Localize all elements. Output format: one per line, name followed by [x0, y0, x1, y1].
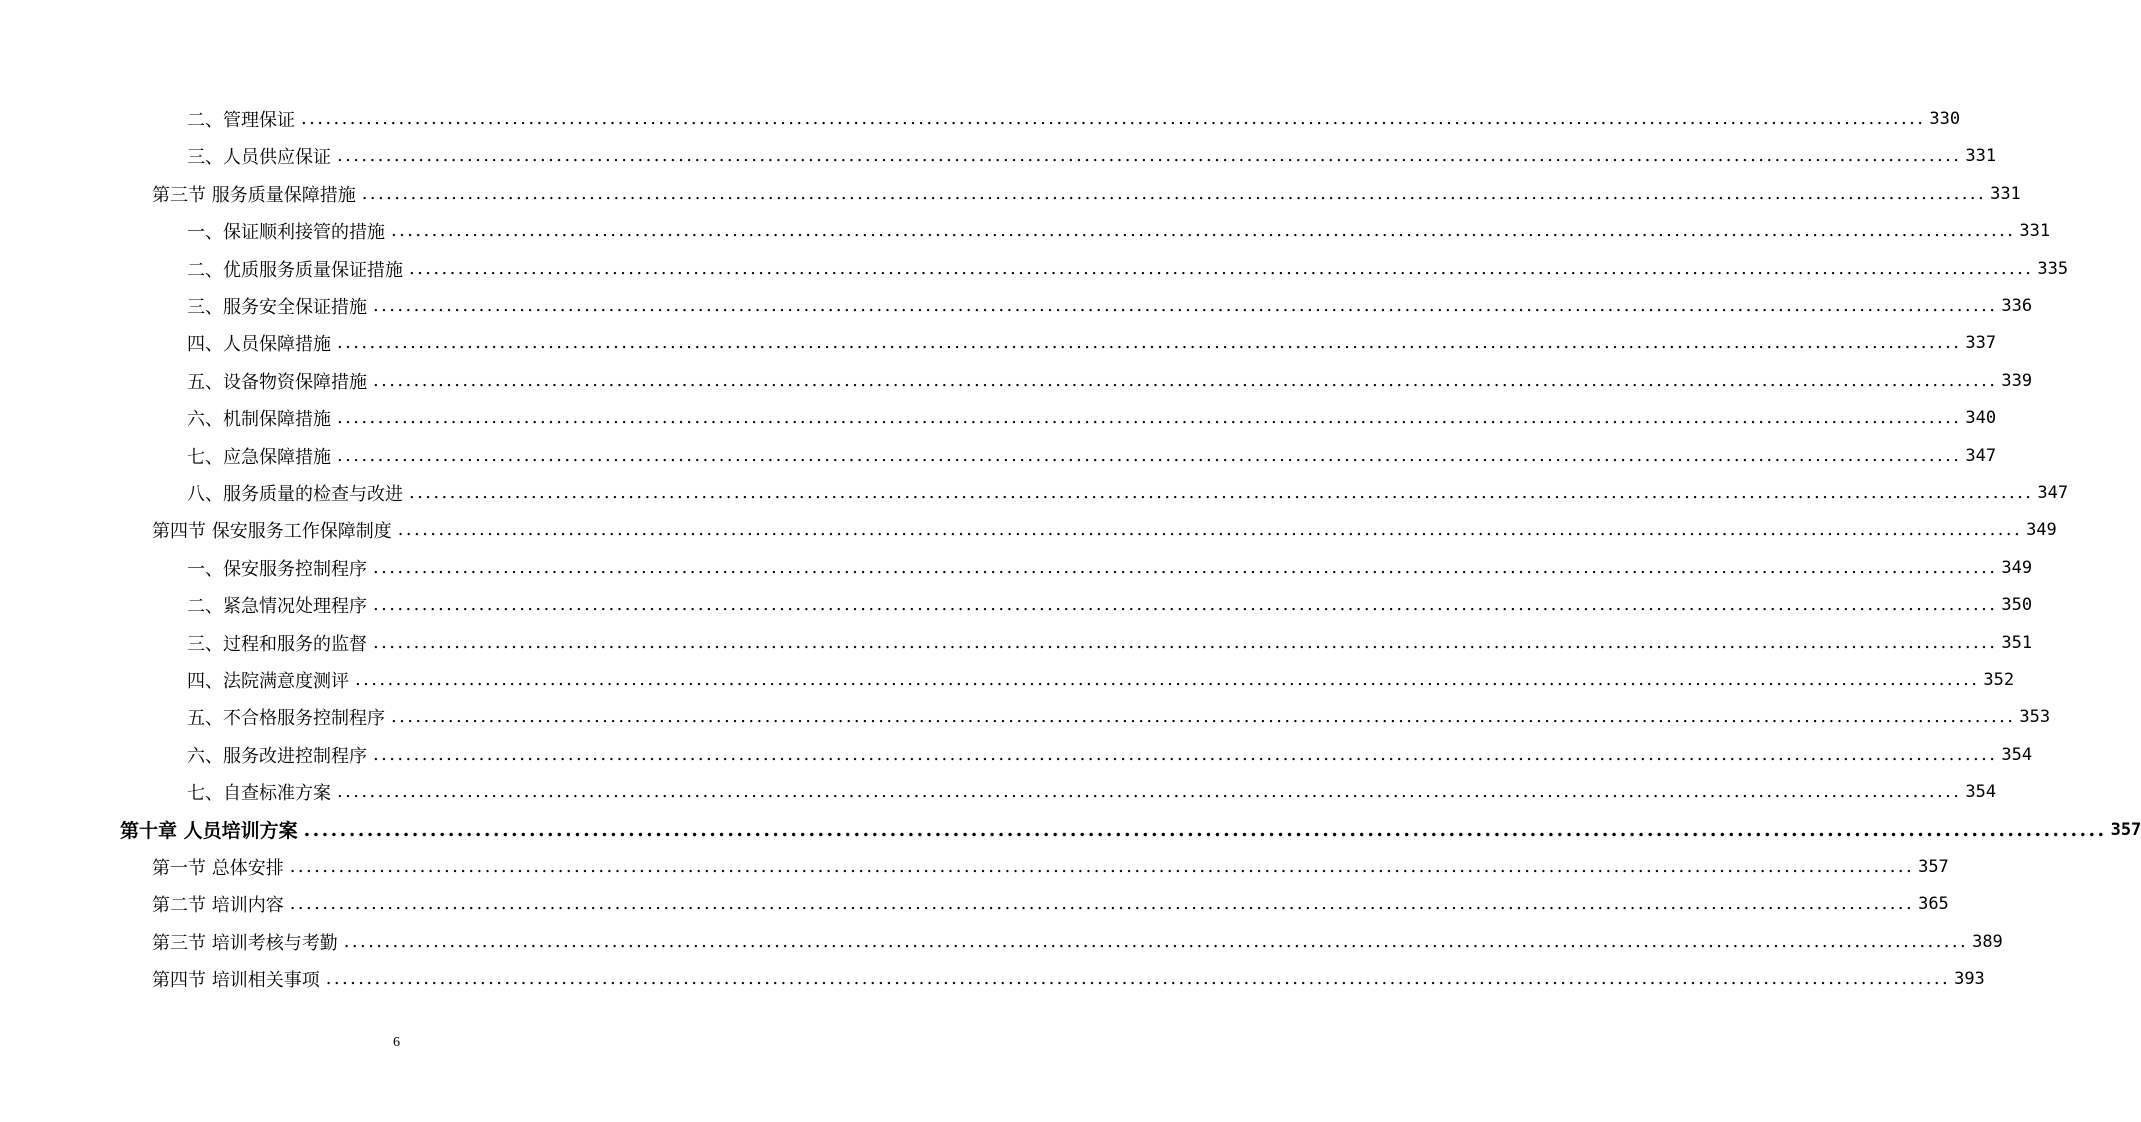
toc-leader-dots: ........................................................................................................................................................................................................ — [361, 183, 1987, 204]
toc-entry-page-number: 350 — [2001, 594, 2033, 615]
toc-leader-dots: ........................................................................................................................................................................................................ — [343, 931, 1969, 952]
toc-entry-page-number: 347 — [1965, 445, 1997, 466]
toc-leader-dots: ........................................................................................................................................................................................................ — [337, 407, 1962, 428]
toc-entry-label: 六、服务改进控制程序 — [187, 745, 367, 767]
toc-leader-dots: ........................................................................................................................................................................................................ — [303, 818, 2107, 841]
toc-entry-label: 六、机制保障措施 — [187, 408, 331, 430]
toc-entry-page-number: 331 — [1990, 183, 2021, 204]
toc-leader-dots: ........................................................................................................................................................................................................ — [391, 706, 2016, 727]
toc-leader-dots: ........................................................................................................................................................................................................ — [391, 220, 2016, 241]
toc-entry-page-number: 389 — [1972, 931, 2003, 952]
toc-entry-page-number: 335 — [2037, 258, 2069, 279]
toc-leader-dots: ........................................................................................................................................................................................................ — [373, 295, 1998, 316]
toc-entry-page-number: 339 — [2001, 370, 2033, 391]
toc-entry-page-number: 354 — [1965, 781, 1997, 802]
toc-entry-page-number: 365 — [1918, 893, 1949, 914]
toc-entry — [187, 437, 1997, 474]
toc-entry-label: 四、人员保障措施 — [187, 333, 331, 355]
toc-entry-page-number: 349 — [2026, 519, 2057, 540]
toc-entry — [187, 100, 1961, 137]
toc-entry-label: 五、不合格服务控制程序 — [187, 707, 385, 729]
toc-entry — [152, 511, 2057, 548]
toc-leader-dots: ........................................................................................................................................................................................................ — [409, 258, 2034, 279]
toc-entry-label: 一、保证顺利接管的措施 — [187, 221, 385, 243]
toc-entry — [152, 848, 1949, 885]
toc-leader-dots: ........................................................................................................................................................................................................ — [337, 445, 1962, 466]
toc-entry-label: 三、服务安全保证措施 — [187, 296, 367, 318]
toc-entry — [187, 474, 2069, 511]
toc-entry-label: 二、管理保证 — [187, 109, 295, 131]
toc-entry-label: 二、优质服务质量保证措施 — [187, 259, 403, 281]
toc-leader-dots: ........................................................................................................................................................................................................ — [289, 893, 1915, 914]
toc-entry — [152, 885, 1949, 922]
toc-entry-page-number: 330 — [1929, 108, 1961, 129]
toc-entry-label: 第一节 总体安排 — [152, 857, 284, 879]
toc-entry-label: 五、设备物资保障措施 — [187, 371, 367, 393]
toc-entry — [187, 399, 1997, 436]
toc-leader-dots: ........................................................................................................................................................................................................ — [373, 557, 1998, 578]
toc-entry — [187, 773, 1997, 810]
toc-entry-page-number: 357 — [1918, 856, 1949, 877]
toc-entry-label: 一、保安服务控制程序 — [187, 558, 367, 580]
toc-entry — [187, 736, 2033, 773]
toc-entry-page-number: 337 — [1965, 332, 1997, 353]
toc-entry — [152, 175, 2021, 212]
toc-leader-dots: ........................................................................................................................................................................................................ — [409, 482, 2034, 503]
toc-leader-dots: ........................................................................................................................................................................................................ — [373, 594, 1998, 615]
toc-entry — [152, 923, 2003, 960]
toc-entry-page-number: 353 — [2019, 706, 2051, 727]
toc-entry-page-number: 351 — [2001, 632, 2033, 653]
toc-entry-label: 三、过程和服务的监督 — [187, 633, 367, 655]
toc-entry-page-number: 352 — [1983, 669, 2015, 690]
toc-leader-dots: ........................................................................................................................................................................................................ — [373, 370, 1998, 391]
toc-entry-page-number: 347 — [2037, 482, 2069, 503]
toc-entry-label: 三、人员供应保证 — [187, 146, 331, 168]
toc-entry-page-number: 340 — [1965, 407, 1997, 428]
toc-leader-dots: ........................................................................................................................................................................................................ — [397, 519, 2023, 540]
toc-leader-dots: ........................................................................................................................................................................................................ — [337, 145, 1962, 166]
toc-entry — [187, 549, 2033, 586]
toc-entry — [187, 250, 2069, 287]
toc-entry — [152, 960, 1985, 997]
toc-entry-page-number: 393 — [1954, 968, 1985, 989]
toc-leader-dots: ........................................................................................................................................................................................................ — [373, 744, 1998, 765]
toc-entry-label: 第十章 人员培训方案 — [120, 820, 298, 842]
toc-entry-label: 四、法院满意度测评 — [187, 670, 349, 692]
toc-leader-dots: ........................................................................................................................................................................................................ — [355, 669, 1980, 690]
toc-entry — [187, 324, 1997, 361]
toc-entry — [187, 698, 2051, 735]
toc-entry-label: 第三节 服务质量保障措施 — [152, 184, 356, 206]
toc-leader-dots: ........................................................................................................................................................................................................ — [337, 332, 1962, 353]
toc-entry-label: 第三节 培训考核与考勤 — [152, 932, 338, 954]
toc-entry-label: 七、自查标准方案 — [187, 782, 331, 804]
toc-entry — [120, 811, 2141, 848]
toc-entry-label: 七、应急保障措施 — [187, 446, 331, 468]
toc-entry — [187, 624, 2033, 661]
toc-entry-page-number: 349 — [2001, 557, 2033, 578]
toc-entry — [187, 287, 2033, 324]
toc-leader-dots: ........................................................................................................................................................................................................ — [373, 632, 1998, 653]
toc-entry-page-number: 331 — [2019, 220, 2051, 241]
toc-entry — [187, 586, 2033, 623]
toc-entry — [187, 212, 2051, 249]
toc-entry — [187, 137, 1997, 174]
toc-entry-label: 第四节 保安服务工作保障制度 — [152, 520, 392, 542]
toc-leader-dots: ........................................................................................................................................................................................................ — [301, 108, 1926, 129]
toc-entry-page-number: 357 — [2110, 819, 2141, 840]
toc-entry — [187, 661, 2015, 698]
toc-entry — [187, 362, 2033, 399]
toc-entry-label: 第四节 培训相关事项 — [152, 969, 320, 991]
toc-entry-page-number: 331 — [1965, 145, 1997, 166]
toc-entry-label: 二、紧急情况处理程序 — [187, 595, 367, 617]
toc-leader-dots: ........................................................................................................................................................................................................ — [325, 968, 1951, 989]
toc-entry-page-number: 354 — [2001, 744, 2033, 765]
toc-leader-dots: ........................................................................................................................................................................................................ — [289, 856, 1915, 877]
footer-page-number: 6 — [393, 1035, 400, 1050]
toc-leader-dots: ........................................................................................................................................................................................................ — [337, 781, 1962, 802]
toc-entry-label: 八、服务质量的检查与改进 — [187, 483, 403, 505]
toc-entry-label: 第二节 培训内容 — [152, 894, 284, 916]
toc-entry-page-number: 336 — [2001, 295, 2033, 316]
